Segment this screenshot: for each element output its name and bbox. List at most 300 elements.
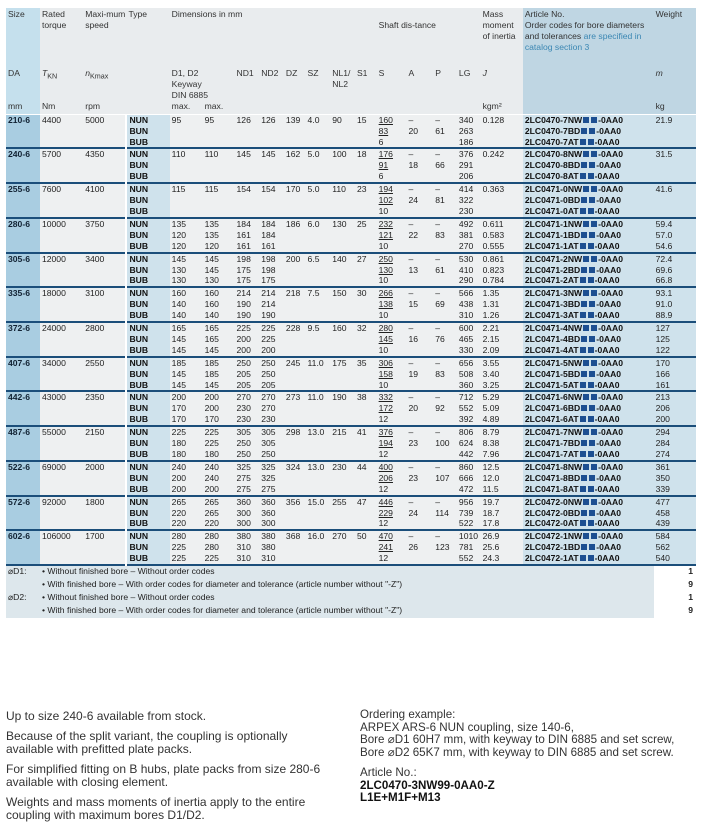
j-cell: 5.09 bbox=[481, 403, 523, 414]
nd1-cell: 305 bbox=[235, 426, 260, 438]
d1-cell: 225 bbox=[170, 426, 203, 438]
d2-cell bbox=[203, 137, 235, 149]
s-cell: 12 bbox=[377, 484, 407, 496]
footnote-label bbox=[6, 605, 40, 618]
dz-cell bbox=[284, 438, 306, 449]
a-cell: – bbox=[406, 496, 433, 508]
nd1-cell: 205 bbox=[235, 369, 260, 380]
col-weight: Weight bbox=[654, 8, 696, 68]
table-row bbox=[6, 218, 696, 230]
s-cell: 10 bbox=[377, 206, 407, 218]
a-cell: – bbox=[406, 357, 433, 369]
dz-cell bbox=[284, 310, 306, 322]
p-cell: – bbox=[433, 461, 457, 473]
sz-cell: 11.0 bbox=[306, 357, 331, 369]
article-cell: 2LC0472-1NW -0AA0 bbox=[523, 530, 654, 542]
d1-cell bbox=[170, 126, 203, 137]
table-row bbox=[6, 530, 696, 542]
j-cell: 12.5 bbox=[481, 461, 523, 473]
placeholder-square-icon bbox=[583, 186, 589, 192]
p-cell bbox=[433, 275, 457, 287]
size-cell: 602-6 bbox=[6, 530, 40, 565]
size-cell: 407-6 bbox=[6, 357, 40, 392]
type-cell: BUB bbox=[126, 137, 169, 149]
table-row bbox=[6, 357, 696, 369]
type-cell: BUB bbox=[126, 414, 169, 426]
placeholder-square-icon bbox=[583, 429, 589, 435]
torque-cell: 34000 bbox=[40, 357, 83, 392]
speed-cell: 1800 bbox=[83, 496, 126, 531]
dz-cell bbox=[284, 265, 306, 276]
d1-cell bbox=[170, 195, 203, 206]
type-cell: BUN bbox=[126, 369, 169, 380]
type-cell: NUN bbox=[126, 357, 169, 369]
j-cell: 0.555 bbox=[481, 241, 523, 253]
a-cell: – bbox=[406, 461, 433, 473]
type-cell: BUB bbox=[126, 345, 169, 357]
type-cell: BUN bbox=[126, 542, 169, 553]
lg-cell: 410 bbox=[457, 265, 481, 276]
table-row bbox=[6, 148, 696, 160]
type-cell: BUN bbox=[126, 265, 169, 276]
lg-cell: 206 bbox=[457, 171, 481, 183]
unit-speed: rpm bbox=[83, 101, 126, 115]
dz-cell bbox=[284, 414, 306, 426]
footnote-label bbox=[6, 579, 40, 592]
article-cell: 2LC0471-3AT -0AA0 bbox=[523, 310, 654, 322]
p-cell bbox=[433, 206, 457, 218]
type-cell: BUB bbox=[126, 484, 169, 496]
nl-cell bbox=[330, 518, 355, 530]
speed-cell: 4350 bbox=[83, 148, 126, 183]
j-cell: 0.242 bbox=[481, 148, 523, 160]
nd1-cell: 175 bbox=[235, 265, 260, 276]
nl-cell: 175 bbox=[330, 357, 355, 369]
a-cell: 19 bbox=[406, 369, 433, 380]
type-cell: BUN bbox=[126, 334, 169, 345]
lg-cell: 656 bbox=[457, 357, 481, 369]
a-cell bbox=[406, 137, 433, 149]
weight-cell: 361 bbox=[654, 461, 696, 473]
nd2-cell: 275 bbox=[259, 484, 284, 496]
weight-cell: 72.4 bbox=[654, 253, 696, 265]
lg-cell: 376 bbox=[457, 148, 481, 160]
p-cell bbox=[433, 449, 457, 461]
size-cell: 335-6 bbox=[6, 287, 40, 322]
dz-cell bbox=[284, 403, 306, 414]
footnote-row bbox=[6, 579, 696, 592]
j-cell bbox=[481, 126, 523, 137]
weight-cell bbox=[654, 171, 696, 183]
ordering-line: Bore ⌀D1 60H7 mm, with keyway to DIN 6885 and set screw, bbox=[360, 733, 675, 746]
footnote-label: ⌀D2: bbox=[6, 592, 40, 605]
dz-cell bbox=[284, 380, 306, 392]
lg-cell: 465 bbox=[457, 334, 481, 345]
sz-cell bbox=[306, 334, 331, 345]
d2-cell: 165 bbox=[203, 322, 235, 334]
nd2-cell: 325 bbox=[259, 461, 284, 473]
j-cell: 2.15 bbox=[481, 334, 523, 345]
unit-torque: Nm bbox=[40, 101, 83, 115]
lg-cell: 739 bbox=[457, 508, 481, 519]
type-cell: BUN bbox=[126, 126, 169, 137]
d1-cell: 200 bbox=[170, 391, 203, 403]
d1-cell: 145 bbox=[170, 369, 203, 380]
p-cell: 83 bbox=[433, 230, 457, 241]
sym-torque: $T_{KN}$ bbox=[40, 68, 83, 101]
lg-cell: 666 bbox=[457, 473, 481, 484]
dz-cell bbox=[284, 518, 306, 530]
placeholder-square-icon bbox=[580, 347, 586, 353]
nd2-cell bbox=[259, 137, 284, 149]
placeholder-square-icon bbox=[580, 312, 586, 318]
d1-cell: 115 bbox=[170, 183, 203, 195]
col-dimensions: Dimensions in mm bbox=[170, 8, 377, 68]
d1-cell: 200 bbox=[170, 473, 203, 484]
torque-cell: 43000 bbox=[40, 391, 83, 426]
weight-cell: 540 bbox=[654, 553, 696, 565]
s-cell: 206 bbox=[377, 473, 407, 484]
nl-cell bbox=[330, 171, 355, 183]
nd2-cell: 190 bbox=[259, 310, 284, 322]
weight-cell: 93.1 bbox=[654, 287, 696, 299]
placeholder-square-icon bbox=[581, 162, 587, 168]
p-cell bbox=[433, 171, 457, 183]
nl-cell bbox=[330, 137, 355, 149]
sym-size: DA bbox=[6, 68, 40, 101]
j-cell bbox=[481, 171, 523, 183]
d2-cell: 135 bbox=[203, 230, 235, 241]
nd2-cell bbox=[259, 160, 284, 171]
col-article: Article No. Order codes for bore diameters and tolerances are specified in catalog section 3 bbox=[523, 8, 654, 68]
article-cell: 2LC0472-0AT -0AA0 bbox=[523, 518, 654, 530]
d2-cell: 140 bbox=[203, 310, 235, 322]
type-cell: NUN bbox=[126, 530, 169, 542]
sym-speed: $n_{Kmax}$ bbox=[83, 68, 126, 101]
p-cell bbox=[433, 484, 457, 496]
weight-cell: 57.0 bbox=[654, 230, 696, 241]
placeholder-square-icon bbox=[583, 360, 589, 366]
nd2-cell: 360 bbox=[259, 508, 284, 519]
nd1-cell: 200 bbox=[235, 345, 260, 357]
sym-nd2: ND2 bbox=[259, 68, 284, 101]
weight-cell: 284 bbox=[654, 438, 696, 449]
s1-cell: 18 bbox=[355, 148, 377, 160]
col-size: Size bbox=[6, 8, 40, 68]
a-cell bbox=[406, 171, 433, 183]
nd2-cell: 270 bbox=[259, 391, 284, 403]
d1-cell: 170 bbox=[170, 403, 203, 414]
d2-cell: 165 bbox=[203, 334, 235, 345]
weight-cell bbox=[654, 126, 696, 137]
type-cell: BUN bbox=[126, 160, 169, 171]
s-cell: 10 bbox=[377, 275, 407, 287]
lg-cell: 806 bbox=[457, 426, 481, 438]
j-cell: 1.26 bbox=[481, 310, 523, 322]
nd1-cell: 310 bbox=[235, 542, 260, 553]
article-cell: 2LC0471-2NW -0AA0 bbox=[523, 253, 654, 265]
type-cell: BUN bbox=[126, 438, 169, 449]
weight-cell: 54.6 bbox=[654, 241, 696, 253]
article-cell: 2LC0471-0AT -0AA0 bbox=[523, 206, 654, 218]
p-cell: 81 bbox=[433, 195, 457, 206]
nd2-cell: 250 bbox=[259, 449, 284, 461]
type-cell: BUB bbox=[126, 171, 169, 183]
size-cell: 522-6 bbox=[6, 461, 40, 496]
s1-cell: 30 bbox=[355, 287, 377, 299]
nl-cell: 130 bbox=[330, 218, 355, 230]
j-cell: 1.35 bbox=[481, 287, 523, 299]
size-cell: 305-6 bbox=[6, 253, 40, 288]
a-cell: 26 bbox=[406, 542, 433, 553]
dz-cell bbox=[284, 241, 306, 253]
placeholder-square-icon bbox=[589, 510, 595, 516]
weight-cell: 439 bbox=[654, 518, 696, 530]
d2-cell: 145 bbox=[203, 380, 235, 392]
placeholder-square-icon bbox=[580, 277, 586, 283]
nd2-cell: 175 bbox=[259, 275, 284, 287]
placeholder-square-icon bbox=[591, 186, 597, 192]
p-cell: – bbox=[433, 183, 457, 195]
nl-cell bbox=[330, 542, 355, 553]
s1-cell bbox=[355, 449, 377, 461]
type-cell: NUN bbox=[126, 496, 169, 508]
j-cell: 4.89 bbox=[481, 414, 523, 426]
a-cell bbox=[406, 484, 433, 496]
placeholder-square-icon bbox=[589, 197, 595, 203]
nl-cell: 100 bbox=[330, 148, 355, 160]
weight-cell: 125 bbox=[654, 334, 696, 345]
s1-cell bbox=[355, 299, 377, 310]
article-cell: 2LC0471-8BD -0AA0 bbox=[523, 473, 654, 484]
table-row bbox=[6, 114, 696, 125]
weight-cell: 213 bbox=[654, 391, 696, 403]
j-cell: 1.31 bbox=[481, 299, 523, 310]
nd2-cell: 300 bbox=[259, 518, 284, 530]
p-cell: 66 bbox=[433, 160, 457, 171]
nl-cell: 150 bbox=[330, 287, 355, 299]
placeholder-square-icon bbox=[580, 139, 586, 145]
type-cell: BUN bbox=[126, 508, 169, 519]
col-torque: Rated torque bbox=[40, 8, 83, 68]
nd1-cell: 325 bbox=[235, 461, 260, 473]
placeholder-square-icon bbox=[583, 117, 589, 123]
d2-cell: 145 bbox=[203, 345, 235, 357]
ordering-example bbox=[360, 709, 698, 805]
nd1-cell: 190 bbox=[235, 299, 260, 310]
lg-cell: 566 bbox=[457, 287, 481, 299]
a-cell bbox=[406, 380, 433, 392]
j-cell: 18.7 bbox=[481, 508, 523, 519]
nd2-cell bbox=[259, 126, 284, 137]
a-cell bbox=[406, 553, 433, 565]
dz-cell bbox=[284, 508, 306, 519]
torque-cell: 7600 bbox=[40, 183, 83, 218]
d1-cell: 220 bbox=[170, 508, 203, 519]
torque-cell: 55000 bbox=[40, 426, 83, 461]
sz-cell: 5.0 bbox=[306, 148, 331, 160]
weight-cell: 66.8 bbox=[654, 275, 696, 287]
placeholder-square-icon bbox=[591, 464, 597, 470]
placeholder-square-icon bbox=[580, 416, 586, 422]
sz-cell bbox=[306, 508, 331, 519]
d1-cell: 135 bbox=[170, 218, 203, 230]
speed-cell: 2350 bbox=[83, 391, 126, 426]
col-type: Type bbox=[126, 8, 169, 68]
a-cell: 20 bbox=[406, 403, 433, 414]
placeholder-square-icon bbox=[581, 232, 587, 238]
lg-cell: 263 bbox=[457, 126, 481, 137]
article-cell: 2LC0471-2BD -0AA0 bbox=[523, 265, 654, 276]
s1-cell bbox=[355, 414, 377, 426]
a-cell: – bbox=[406, 426, 433, 438]
placeholder-square-icon bbox=[589, 162, 595, 168]
article-cell: 2LC0471-5AT -0AA0 bbox=[523, 380, 654, 392]
placeholder-square-icon bbox=[591, 151, 597, 157]
s1-cell: 41 bbox=[355, 426, 377, 438]
sz-cell bbox=[306, 299, 331, 310]
j-cell: 24.3 bbox=[481, 553, 523, 565]
type-cell: BUB bbox=[126, 241, 169, 253]
p-cell bbox=[433, 241, 457, 253]
j-cell bbox=[481, 160, 523, 171]
nl-cell bbox=[330, 299, 355, 310]
article-cell: 2LC0471-7NW -0AA0 bbox=[523, 426, 654, 438]
article-cell: 2LC0471-4NW -0AA0 bbox=[523, 322, 654, 334]
d2-cell: 135 bbox=[203, 218, 235, 230]
s1-cell bbox=[355, 508, 377, 519]
size-cell: 210-6 bbox=[6, 114, 40, 148]
nl-cell bbox=[330, 414, 355, 426]
unit-d2: max. bbox=[203, 101, 235, 115]
placeholder-square-icon bbox=[588, 277, 594, 283]
type-cell: NUN bbox=[126, 148, 169, 160]
nd2-cell bbox=[259, 206, 284, 218]
weight-cell: 206 bbox=[654, 403, 696, 414]
d2-cell: 120 bbox=[203, 241, 235, 253]
dz-cell bbox=[284, 345, 306, 357]
p-cell: – bbox=[433, 322, 457, 334]
nd1-cell: 198 bbox=[235, 253, 260, 265]
placeholder-square-icon bbox=[583, 499, 589, 505]
nd2-cell: 305 bbox=[259, 438, 284, 449]
p-cell: 61 bbox=[433, 265, 457, 276]
a-cell: 20 bbox=[406, 126, 433, 137]
sz-cell: 6.0 bbox=[306, 218, 331, 230]
d1-cell: 280 bbox=[170, 530, 203, 542]
s1-cell bbox=[355, 518, 377, 530]
s1-cell bbox=[355, 160, 377, 171]
s-cell: 194 bbox=[377, 438, 407, 449]
lg-cell: 600 bbox=[457, 322, 481, 334]
sz-cell: 6.5 bbox=[306, 253, 331, 265]
p-cell: 123 bbox=[433, 542, 457, 553]
footnote-row bbox=[6, 592, 696, 605]
d1-cell bbox=[170, 160, 203, 171]
a-cell: 23 bbox=[406, 473, 433, 484]
d1-cell: 120 bbox=[170, 230, 203, 241]
placeholder-square-icon bbox=[589, 440, 595, 446]
p-cell bbox=[433, 380, 457, 392]
type-cell: BUN bbox=[126, 195, 169, 206]
d2-cell: 240 bbox=[203, 473, 235, 484]
type-cell: NUN bbox=[126, 426, 169, 438]
dz-cell bbox=[284, 137, 306, 149]
placeholder-square-icon bbox=[589, 128, 595, 134]
nd1-cell: 250 bbox=[235, 438, 260, 449]
nd2-cell: 200 bbox=[259, 345, 284, 357]
p-cell: – bbox=[433, 287, 457, 299]
lg-cell: 956 bbox=[457, 496, 481, 508]
s1-cell: 47 bbox=[355, 496, 377, 508]
nd2-cell: 250 bbox=[259, 357, 284, 369]
size-cell: 442-6 bbox=[6, 391, 40, 426]
nd1-cell: 275 bbox=[235, 473, 260, 484]
s-cell: 194 bbox=[377, 183, 407, 195]
lg-cell: 330 bbox=[457, 345, 481, 357]
d2-cell: 200 bbox=[203, 484, 235, 496]
d2-cell: 225 bbox=[203, 438, 235, 449]
nd1-cell: 214 bbox=[235, 287, 260, 299]
dz-cell: 298 bbox=[284, 426, 306, 438]
d1-cell: 130 bbox=[170, 275, 203, 287]
sz-cell bbox=[306, 542, 331, 553]
d2-cell: 280 bbox=[203, 542, 235, 553]
a-cell bbox=[406, 414, 433, 426]
s1-cell: 23 bbox=[355, 183, 377, 195]
j-cell: 0.823 bbox=[481, 265, 523, 276]
a-cell bbox=[406, 345, 433, 357]
nl-cell bbox=[330, 310, 355, 322]
nd1-cell: 161 bbox=[235, 241, 260, 253]
d2-cell: 95 bbox=[203, 114, 235, 125]
d2-cell: 180 bbox=[203, 449, 235, 461]
d2-cell bbox=[203, 171, 235, 183]
d1-cell bbox=[170, 171, 203, 183]
j-cell: 0.128 bbox=[481, 114, 523, 125]
nl-cell: 110 bbox=[330, 183, 355, 195]
table-row bbox=[6, 461, 696, 473]
sym-j: J bbox=[481, 68, 523, 101]
j-cell: 2.21 bbox=[481, 322, 523, 334]
dz-cell: 200 bbox=[284, 253, 306, 265]
d1-cell: 145 bbox=[170, 345, 203, 357]
weight-cell: 41.6 bbox=[654, 183, 696, 195]
type-cell: BUB bbox=[126, 553, 169, 565]
sym-d1d2: D1, D2 Keyway DIN 6885 bbox=[170, 68, 235, 101]
p-cell: – bbox=[433, 253, 457, 265]
nd2-cell: 270 bbox=[259, 403, 284, 414]
sz-cell bbox=[306, 171, 331, 183]
nd1-cell: 175 bbox=[235, 275, 260, 287]
p-cell: – bbox=[433, 357, 457, 369]
s1-cell: 38 bbox=[355, 391, 377, 403]
d1-cell: 180 bbox=[170, 438, 203, 449]
dz-cell bbox=[284, 484, 306, 496]
s1-cell bbox=[355, 265, 377, 276]
type-cell: NUN bbox=[126, 183, 169, 195]
col-shaft-distance: Shaft dis-tance bbox=[377, 8, 481, 68]
s1-cell bbox=[355, 334, 377, 345]
s-cell: 158 bbox=[377, 369, 407, 380]
article-cell: 2LC0471-4BD -0AA0 bbox=[523, 334, 654, 345]
d2-cell: 185 bbox=[203, 369, 235, 380]
nl-cell: 90 bbox=[330, 114, 355, 125]
type-cell: BUN bbox=[126, 230, 169, 241]
s1-cell: 32 bbox=[355, 322, 377, 334]
weight-cell: 584 bbox=[654, 530, 696, 542]
placeholder-square-icon bbox=[591, 499, 597, 505]
